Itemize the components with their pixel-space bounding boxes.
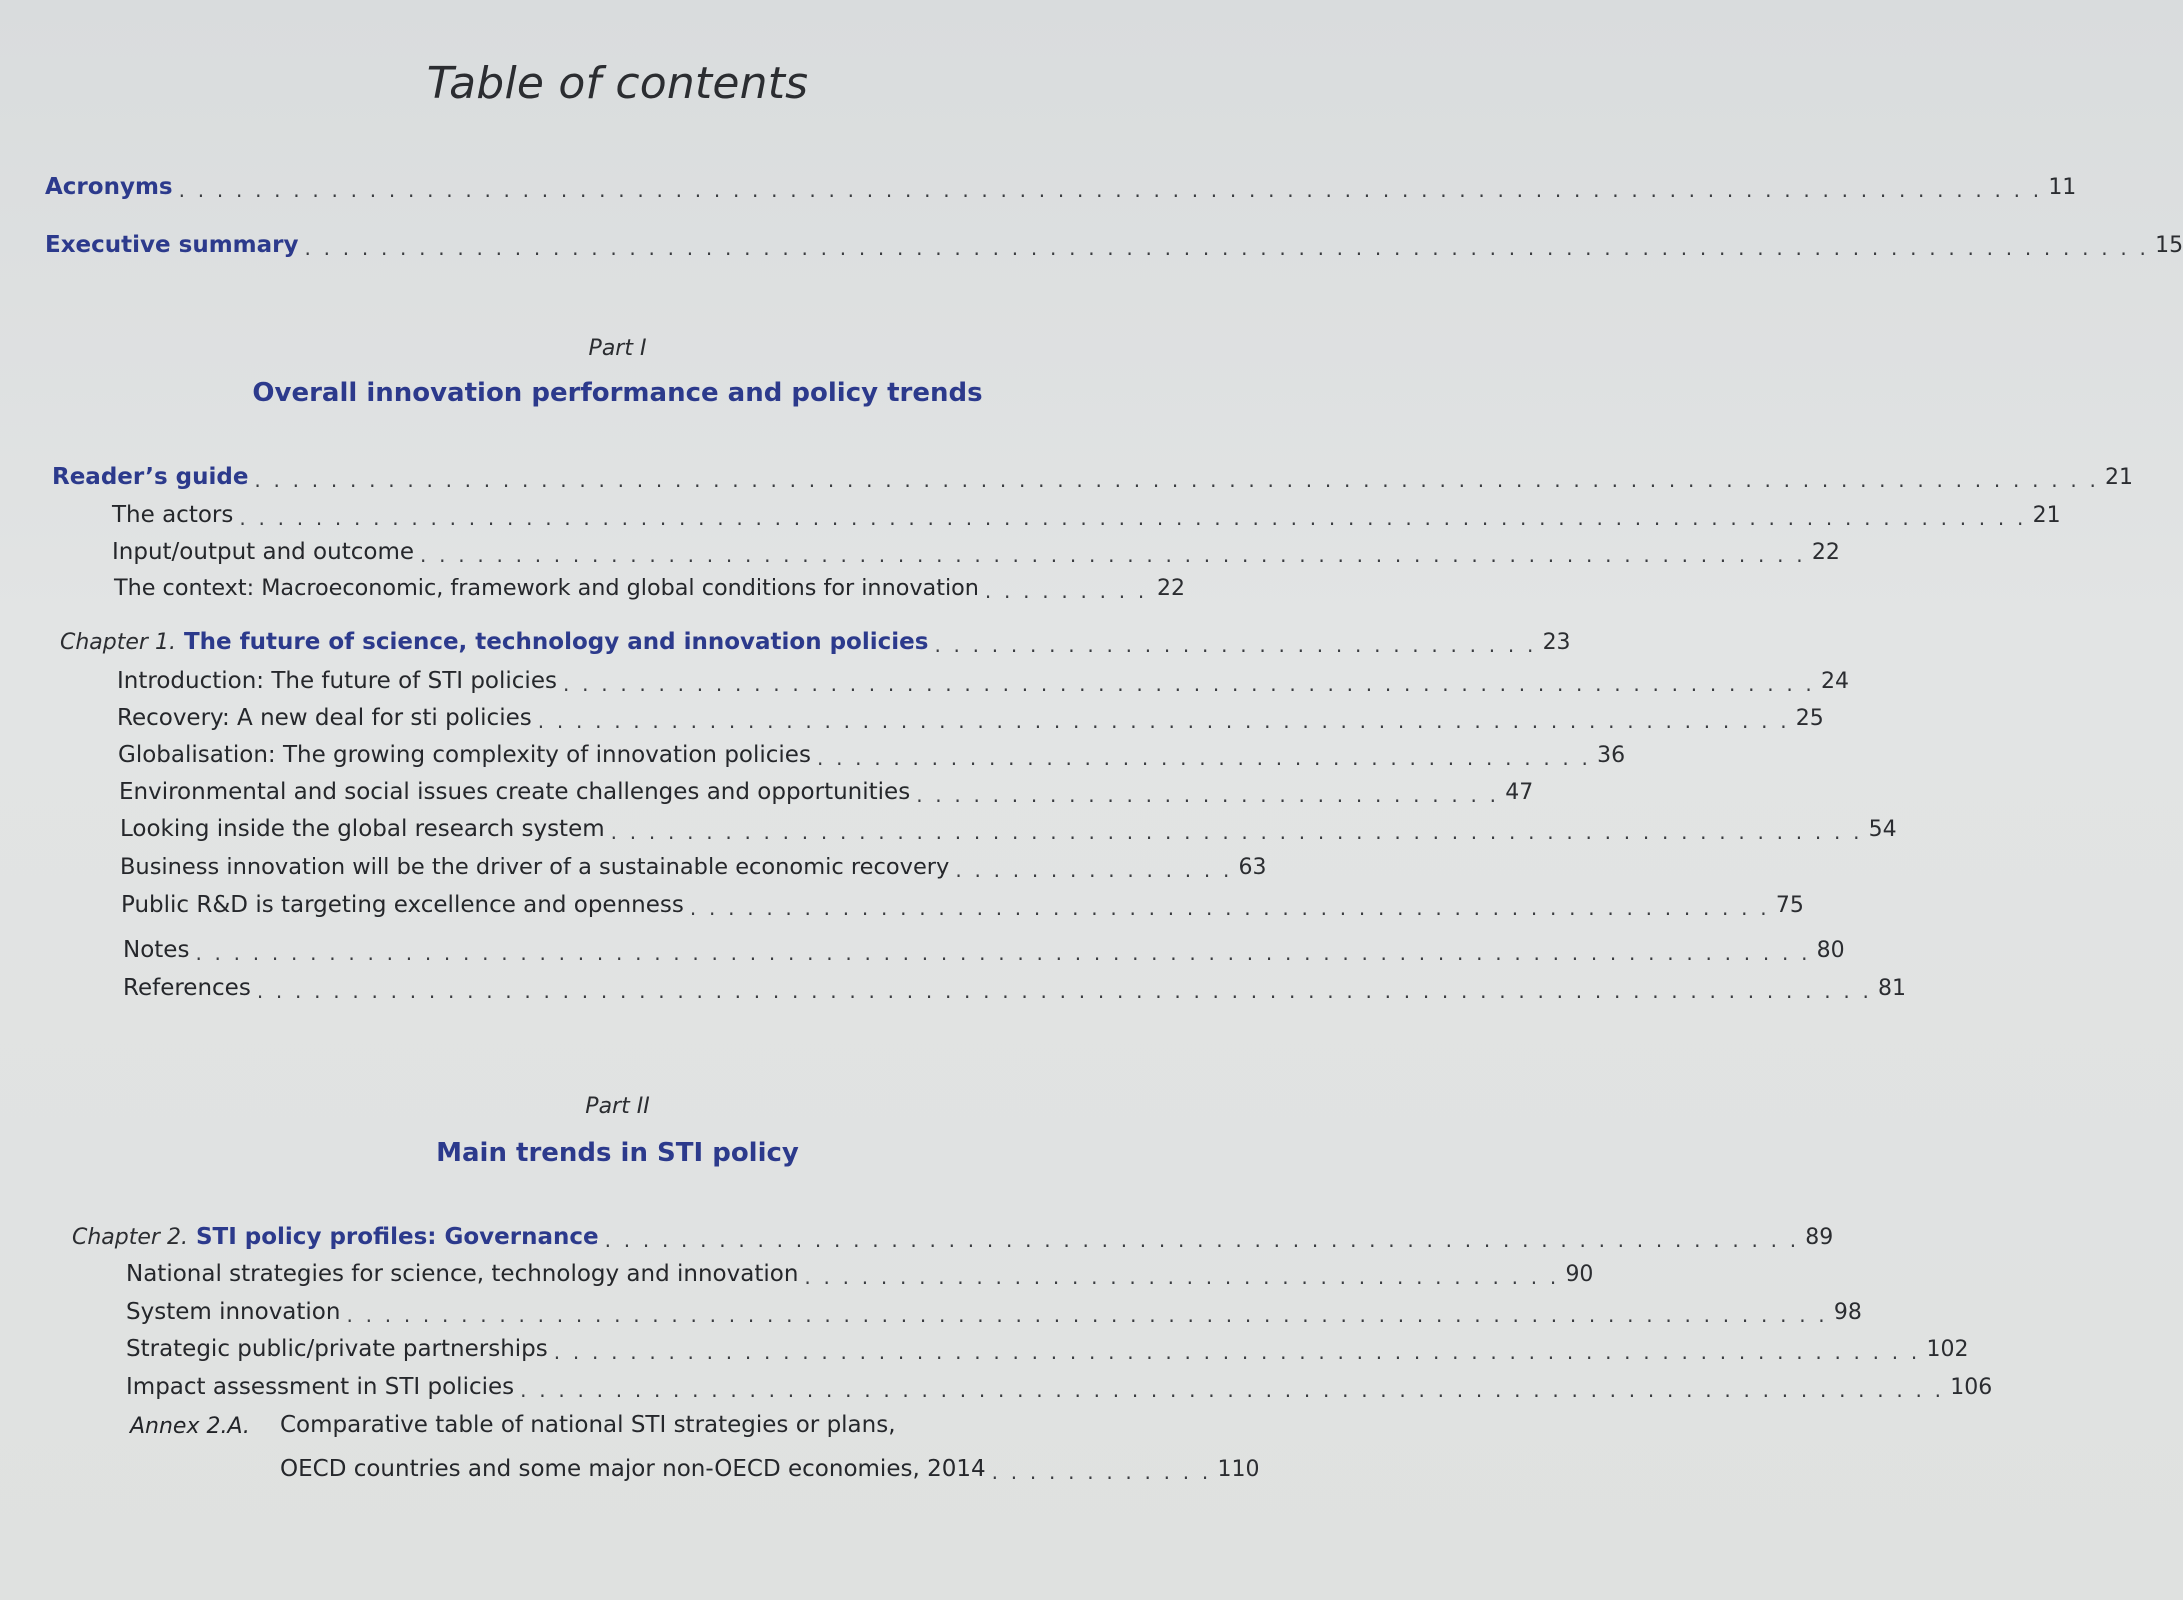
toc-entry-executive-summary[interactable] [45, 224, 2183, 260]
entry-label: Recovery: A new deal for sti policies [117, 705, 532, 731]
entry-label: The actors [112, 502, 234, 528]
entry-label: The context: Macroeconomic, framework and global conditions for innovation [114, 575, 979, 601]
leader-dots: . . . . . . . . . . . . . . . . . . . . . . . . . . . . . . . . [934, 633, 1537, 657]
page-number: 21 [2105, 465, 2134, 490]
page-number: 21 [2032, 503, 2061, 528]
toc-entry-context[interactable] [114, 567, 1185, 601]
toc-entry-annex-2a[interactable] [130, 1412, 1260, 1504]
leader-dots: . . . . . . . . . . . . . . . . . . . . . . . . . . . . . . . . . . . . . . . . [804, 1265, 1560, 1289]
leader-dots: . . . . . . . . . . . . . . . . . . . . . . . . . . . . . . . . . . . . . . . . . . . . . . . . . . . . . . . . . . . . . . . . . . . . . . . . . . . . . . [346, 1303, 1828, 1327]
page-number: 110 [1217, 1457, 1260, 1482]
toc-entry-chapter-2[interactable] [72, 1216, 1834, 1252]
toc-entry-chapter-1[interactable] [60, 621, 1571, 657]
page-number: 22 [1157, 576, 1185, 601]
page-number: 47 [1505, 780, 1534, 805]
leader-dots: . . . . . . . . . . . . . . . . . . . . . . . . . . . . . . . . . . . . . . . . . . . . . . . . . . . . . . . . . . . . . . . [604, 1228, 1800, 1252]
entry-label: Acronyms [45, 174, 173, 200]
entry-label: Executive summary [45, 232, 299, 258]
entry-label: Impact assessment in STI policies [126, 1374, 515, 1400]
page-number: 90 [1565, 1262, 1594, 1287]
toc-entry-ch1-public-rd[interactable] [121, 884, 1804, 920]
toc-entry-ch2-system-innovation[interactable] [126, 1291, 1862, 1327]
chapter-title: STI policy profiles: Governance [195, 1224, 599, 1250]
leader-dots: . . . . . . . . . . . . . . . . . . . . . . . . . . . . . . . . . . . . . . . . . . . . . . . . . . . . . . . . . . . . . . . . . . [610, 820, 1863, 844]
chapter-prefix: Chapter 1. [60, 630, 176, 655]
page-number: 23 [1542, 630, 1571, 655]
entry-label: Business innovation will be the driver of a sustainable economic recovery [120, 854, 950, 880]
part-2-label: Part II [585, 1094, 650, 1119]
toc-entry-ch1-research-system[interactable] [120, 808, 1897, 844]
page-number: 54 [1868, 817, 1897, 842]
toc-entry-ch1-environmental[interactable] [119, 771, 1534, 807]
entry-label: Globalisation: The growing complexity of innovation policies [118, 742, 811, 768]
entry-label: Public R&D is targeting excellence and openness [121, 892, 684, 918]
toc-entry-ch2-national-strategies[interactable] [126, 1253, 1594, 1289]
page-number: 81 [1878, 976, 1907, 1001]
page-title: Table of contents [426, 58, 809, 109]
entry-label: Introduction: The future of STI policies [117, 668, 557, 694]
page-number: 11 [2048, 175, 2077, 200]
leader-dots: . . . . . . . . . . . . . . . . . . . . . . . . . . . . . . . . . . . . . . . . . . . . . . . . . . . . . . . . . . . . . . . . . . [537, 709, 1790, 733]
entry-label: Input/output and outcome [112, 539, 414, 565]
entry-label: Notes [123, 937, 190, 963]
leader-dots: . . . . . . . . . . . . . . . . . . . . . . . . . . . . . . . . . . . . . . . . . . . . . . . . . . . . . . . . . . . . . . . . . . . . . . . . . . . . . . . . . . . . . . . . . . . . . . . . . [254, 468, 2100, 492]
leader-dots: . . . . . . . . . . . . . . . . . . . . . . . . . . . . . . . . . . . . . . . . . . . . . . . . . . . . . . . . . . . . . . . . . . . . . . . . . . . . . . . . . . . . . [195, 941, 1811, 965]
entry-label: Strategic public/private partnerships [126, 1336, 548, 1362]
toc-entry-ch1-references[interactable] [123, 967, 1907, 1003]
annex-title-line-1: Comparative table of national STI strategies or plans, [280, 1412, 896, 1438]
toc-entry-ch2-partnerships[interactable] [126, 1328, 1969, 1364]
toc-entry-input-output[interactable] [112, 531, 1840, 567]
chapter-prefix: Chapter 2. [72, 1225, 188, 1250]
entry-label: Looking inside the global research system [120, 816, 605, 842]
annex-label: Annex 2.A. [130, 1414, 250, 1439]
leader-dots: . . . . . . . . . . . . . . . . . . . . . . . . . . . . . . . . . . . . . . . . . . . . . . . . . . . . . . . . . . . . . . . . . . . . . . . . [553, 1340, 1921, 1364]
leader-dots: . . . . . . . . . . . . . . . . . . . . . . . . . . . . . . . . . . . . . . . . . . . . . . . . . . . . . . . . . . . . . . . . . . . . . . . . . . . . . . . . . . . . . [256, 979, 1873, 1003]
leader-dots: . . . . . . . . . . . . . . . [955, 858, 1233, 882]
leader-dots: . . . . . . . . . . . . . . . . . . . . . . . . . . . . . . . . . . . . . . . . . . . . . . . . . . . . . . . . . . . . . . . . . . . . . . . . . . . . . . . . . . . . . . . . . . . . . . . . . [304, 236, 2150, 260]
leader-dots: . . . . . . . . . . . . . . . . . . . . . . . . . . . . . . . . . . . . . . . . . [816, 746, 1592, 770]
page-number: 102 [1926, 1337, 1969, 1362]
toc-entry-readers-guide[interactable] [52, 456, 2134, 492]
part-2-title: Main trends in STI policy [436, 1138, 799, 1168]
entry-label: Reader’s guide [52, 464, 249, 490]
page-number: 63 [1238, 855, 1267, 880]
annex-title-line-2-row [280, 1448, 1260, 1484]
leader-dots: . . . . . . . . . . . . . . . . . . . . . . . . . . . . . . . . . . . . . . . . . . . . . . . . . . . . . . . . . . . . . . . . . . . . . . . . . . . [520, 1378, 1945, 1402]
leader-dots: . . . . . . . . . [984, 579, 1148, 603]
leader-dots: . . . . . . . . . . . . [991, 1460, 1212, 1484]
toc-entry-acronyms[interactable] [45, 166, 2077, 202]
leader-dots: . . . . . . . . . . . . . . . . . . . . . . . . . . . . . . . [916, 783, 1500, 807]
entry-label: National strategies for science, technology and innovation [126, 1261, 799, 1287]
toc-entry-ch1-recovery[interactable] [117, 697, 1824, 733]
toc-entry-ch1-business-innovation[interactable] [120, 846, 1267, 882]
chapter-title: The future of science, technology and innovation policies [183, 629, 929, 655]
part-1-title: Overall innovation performance and policy trends [252, 378, 983, 408]
entry-label: Environmental and social issues create challenges and opportunities [119, 779, 911, 805]
toc-entry-actors[interactable] [112, 494, 2061, 530]
part-1-label: Part I [588, 336, 647, 361]
entry-label: References [123, 975, 251, 1001]
toc-entry-ch1-globalisation[interactable] [118, 734, 1626, 770]
page-number: 24 [1821, 669, 1849, 694]
page-number: 89 [1805, 1225, 1834, 1250]
page-number: 106 [1950, 1375, 1993, 1400]
page-number: 98 [1833, 1300, 1862, 1325]
leader-dots: . . . . . . . . . . . . . . . . . . . . . . . . . . . . . . . . . . . . . . . . . . . . . . . . . . . . . . . . . . . . . . . . . . . . . . . . . . . . . . . . . . . . . . . . . . . . . . [239, 506, 2027, 530]
page-number: 25 [1795, 706, 1824, 731]
toc-entry-ch2-impact-assessment[interactable] [126, 1366, 1993, 1402]
toc-entry-ch1-introduction[interactable] [117, 660, 1849, 696]
leader-dots: . . . . . . . . . . . . . . . . . . . . . . . . . . . . . . . . . . . . . . . . . . . . . . . . . . . . . . . . . . . . . . . . . . . . . . . . . . . . . . . . . . . . . . . . . . . . . . . . . . [178, 178, 2043, 202]
annex-title-line-2: OECD countries and some major non-OECD economies, 2014 [280, 1456, 986, 1482]
leader-dots: . . . . . . . . . . . . . . . . . . . . . . . . . . . . . . . . . . . . . . . . . . . . . . . . . . . . . . . . . . . . . . . . . . [562, 672, 1815, 696]
page-number: 80 [1816, 938, 1845, 963]
toc-entry-ch1-notes[interactable] [123, 929, 1845, 965]
page-number: 15 [2155, 233, 2183, 258]
page-number: 22 [1811, 540, 1840, 565]
entry-label: System innovation [126, 1299, 341, 1325]
page-number: 36 [1597, 743, 1626, 768]
leader-dots: . . . . . . . . . . . . . . . . . . . . . . . . . . . . . . . . . . . . . . . . . . . . . . . . . . . . . . . . . [689, 896, 1770, 920]
leader-dots: . . . . . . . . . . . . . . . . . . . . . . . . . . . . . . . . . . . . . . . . . . . . . . . . . . . . . . . . . . . . . . . . . . . . . . . . . [420, 543, 1806, 567]
page-number: 75 [1775, 893, 1804, 918]
